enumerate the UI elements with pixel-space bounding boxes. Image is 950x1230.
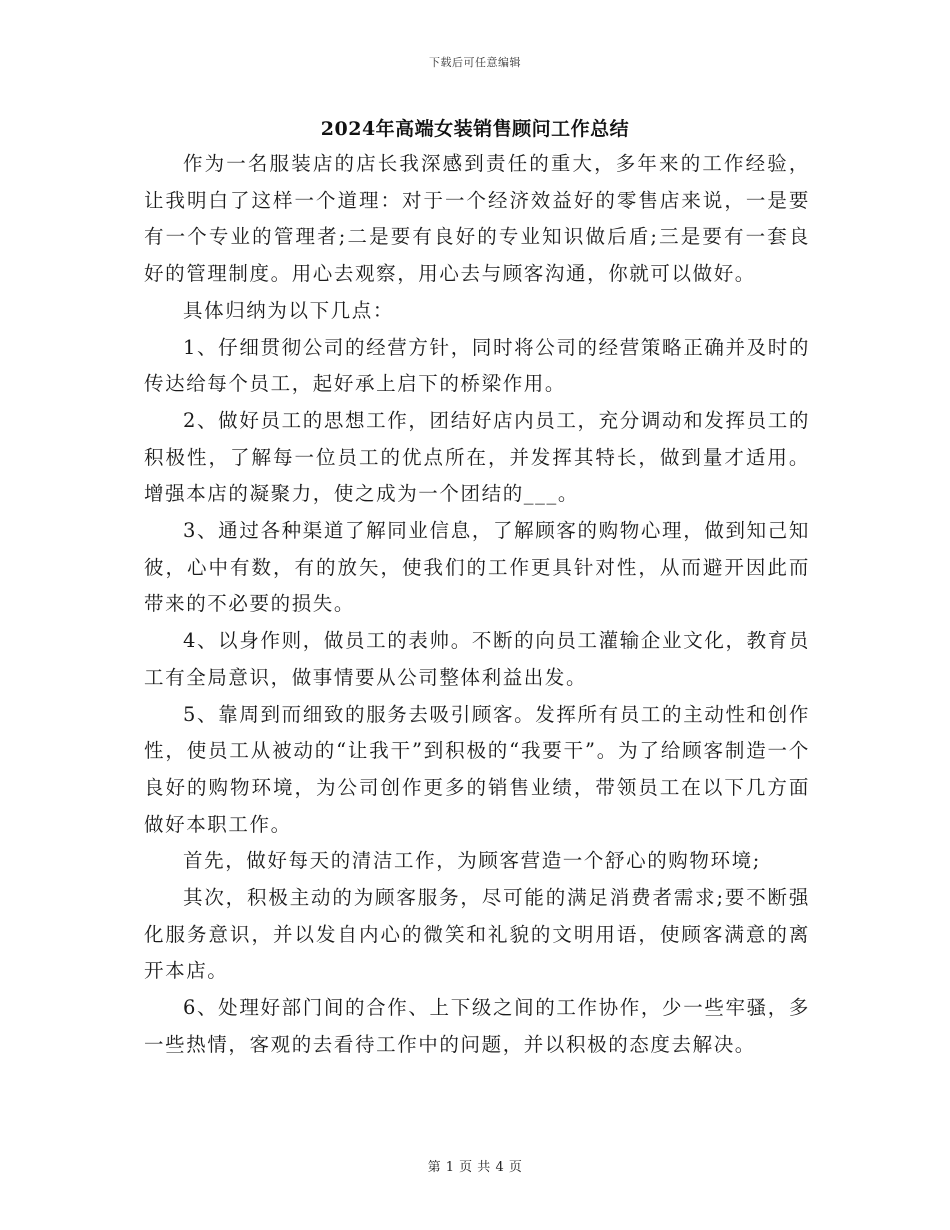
paragraph: 3、通过各种渠道了解同业信息，了解顾客的购物心理，做到知己知彼，心中有数，有的放矢，使我们的工作更具针对性，从而避开因此而带来的不必要的损失。 [144, 519, 810, 616]
paragraph: 5、靠周到而细致的服务去吸引顾客。发挥所有员工的主动性和创作性，使员工从被动的“让我干”到积极的“我要干”。为了给顾客制造一个良好的购物环境，为公司创作更多的销售业绩，带领员工在以下几方面做好本职工作。 [144, 702, 810, 836]
page-number: 第 1 页 共 4 页 [427, 1160, 523, 1175]
paragraph: 作为一名服装店的店长我深感到责任的重大，多年来的工作经验，让我明白了这样一个道理：对于一个经济效益好的零售店来说，一是要有一个专业的管理者;二是要有良好的专业知识做后盾;三是要有一套良好的管理制度。用心去观察，用心去与顾客沟通，你就可以做好。 [144, 152, 810, 286]
paragraph: 首先，做好每天的清洁工作，为顾客营造一个舒心的购物环境; [183, 849, 761, 873]
document-body [144, 146, 810, 1064]
paragraph: 1、仔细贯彻公司的经营方针，同时将公司的经营策略正确并及时的传达给每个员工，起好承上启下的桥梁作用。 [144, 335, 810, 396]
paragraph: 具体归纳为以下几点： [183, 298, 395, 322]
paragraph: 4、以身作则，做员工的表帅。不断的向员工灌输企业文化，教育员工有全局意识，做事情要从公司整体利益出发。 [144, 629, 810, 689]
paragraph: 6、处理好部门间的合作、上下级之间的工作协作，少一些牢骚，多一些热情，客观的去看待工作中的问题，并以积极的态度去解决。 [144, 996, 810, 1056]
paragraph: 其次，积极主动的为顾客服务，尽可能的满足消费者需求;要不断强化服务意识，并以发自内心的微笑和礼貌的文明用语，使顾客满意的离开本店。 [144, 886, 810, 983]
header-note: 下载后可任意编辑 [429, 56, 521, 69]
document-title: 2024年高端女装销售顾问工作总结 [320, 118, 630, 140]
paragraph: 2、做好员工的思想工作，团结好店内员工，充分调动和发挥员工的积极性，了解每一位员工的优点所在，并发挥其特长，做到量才适用。增强本店的凝聚力，使之成为一个团结的___。 [144, 408, 810, 506]
